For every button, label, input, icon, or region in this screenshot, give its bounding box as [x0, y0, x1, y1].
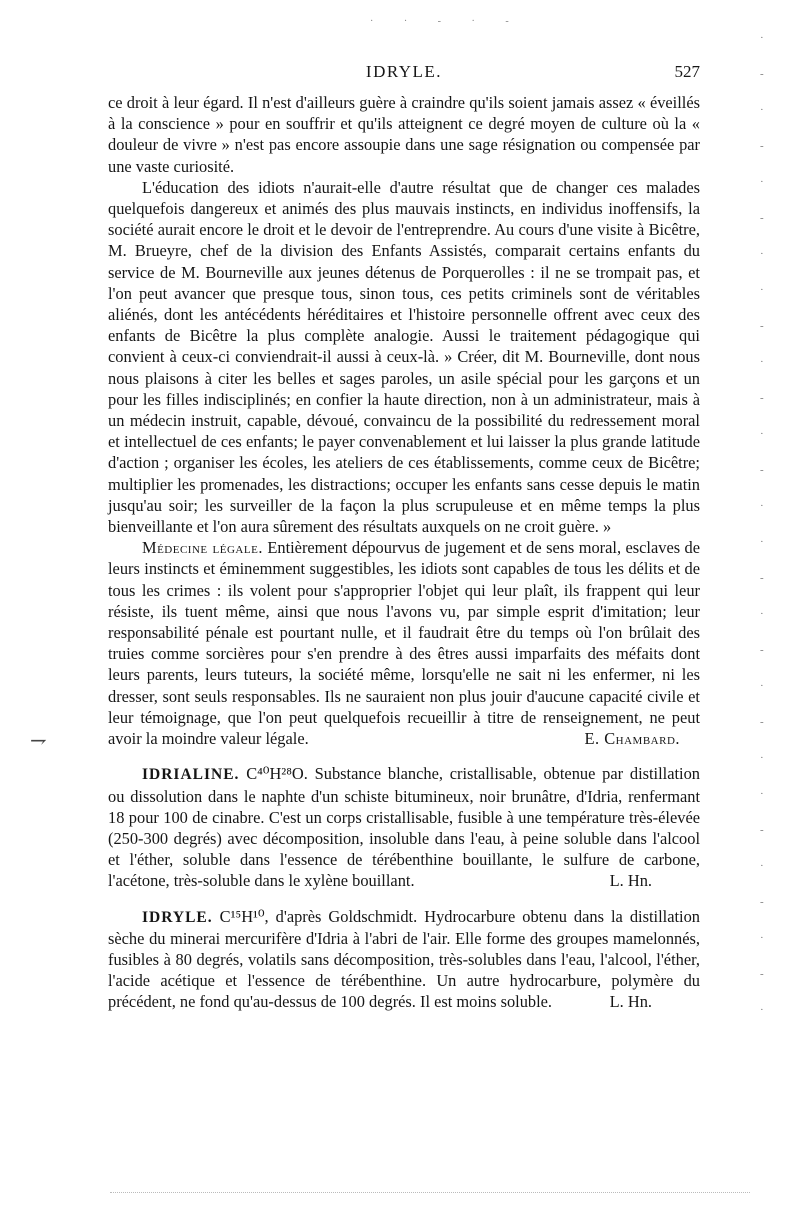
scan-bottom-edge [110, 1192, 750, 1193]
paragraph-continuation: ce droit à leur égard. Il n'est d'ailleurs guère à craindre qu'ils soient jamais assez « éveillés à la conscience » pour en souffrir et qu'ils atteignent ce degré moyen de culture où la « douleur de vivre » n'est pas encore assoupie dans une sage résignation ou compensée par une vaste curiosité. [108, 93, 700, 176]
formula-idrialine: C⁴⁰H²⁸O. [246, 764, 308, 784]
scan-edge-marks: · - · - · - · · - · - · - · · - · - · - · · - · - · - · [760, 32, 764, 1016]
text-idrialine: Substance blanche, cristallisable, obtenue par distillation ou dissolution dans le naphte d'un schiste bitumineux, noir brunâtre, d'Idria, renfermant 18 pour 100 de cinabre. C'est un corps cristallisable, fusible à une température très-élevée (250-300 degrés) avec décomposition, insoluble dans l'eau, à peine soluble dans l'alcool et l'éther, soluble dans l'essence de térébenthine bouillante, le sulfure de carbone, l'acétone, très-soluble dans le xylène bouillant. [108, 764, 700, 891]
entry-idryle [108, 906, 700, 1013]
headword-idryle: IDRYLE. [142, 908, 213, 926]
headword-idrialine: IDRIALINE. [142, 766, 240, 784]
text-idryle: d'après Goldschmidt. Hydrocarbure obtenu dans la distillation sèche du minerai mercurifère d'Idria à l'abri de l'air. Elle forme des groupes mamelonnés, fusibles à 80 degrés, volatils sans décomposition, très-solubles dans l'eau, l'alcool, l'éther, l'acide acétique et l'essence de térébenthine. Un autre hydrocarbure, polymère du précédent, ne fond qu'au-dessus de 100 degrés. Il est moins soluble. [108, 906, 700, 1012]
running-title: IDRYLE. [365, 62, 443, 81]
text-block [108, 92, 700, 1013]
scan-specks: · · - · - [370, 16, 523, 27]
page-number: 527 [674, 62, 700, 81]
margin-arrow-icon: ⇁ [30, 730, 47, 752]
signature-idrialine: L. Hn. [609, 871, 652, 891]
legal-medicine-text: Entièrement dépourvus de jugement et de sens moral, esclaves de leurs instincts et éminemment suggestibles, les idiots sont capables de tous les délits et de tous les crimes : ils volent pour s'approprier l'objet qui leur plaît, ils frappent qui leur résiste, ils tuent même, ainsi que nous l'avons vu, par simple esprit d'imitation; leur responsabilité pénale est pourtant nulle, et il faudrait être du temps où l'on brûlait des truies comme sorcières pour s'en prendre à des êtres aussi imparfaits des méfaits dont leurs parents, leurs tuteurs, la société même, lorsqu'elle ne sait ni les enfermer, ni les dresser, sont seuls responsables. Ils ne sauraient non plus jouir d'aucune capacité civile et leur témoignage, que l'on peut quelquefois recueillir à titre de renseignement, ne peut avoir la moindre valeur légale. [108, 538, 700, 749]
paragraph-legal-medicine [108, 537, 700, 749]
section-label: Médecine légale. [142, 538, 263, 558]
paragraph-education: L'éducation des idiots n'aurait-elle d'autre résultat que de changer ces malades quelquefois dangereux et animés des plus mauvais instincts, en individus inoffensifs, la société aurait encore le droit et le devoir de l'entreprendre. Au cours d'une visite à Bicêtre, M. Brueyre, chef de la division des Enfants Assistés, comparait certains enfants du service de M. Bourneville aux jeunes détenus de Porquerolles : il ne se trompait pas, et l'on peut avancer que presque tous, sinon tous, ces petits criminels sont de véritables aliénés, dont les antécédents héréditaires et l'histoire personnelle offrent avec ceux des enfants de Bicêtre la plus complète analogie. Aussi le traitement pédagogique qui convient à ceux-ci conviendrait-il aussi à ceux-là. » Créer, dit M. Bourneville, dont nous nous plaisons à citer les belles et sages paroles, un asile spécial pour les garçons et un pour les filles indisciplinés; en confier la haute direction, non à un administrateur, mais à un médecin instruit, capable, dévoué, convaincu de la possibilité du redressement moral et intellectuel de ces enfants; le payer convenablement et lui laisser la plus grande latitude d'action ; organiser les écoles, les ateliers de ces établissements, comme ceux de Bicêtre; multiplier les promenades, les distractions; occuper les enfants sans cesse depuis le matin jusqu'au soir; les surveiller de la façon la plus scrupuleuse et en même temps la plus bienveillante et l'on aura sûrement des résultats auxquels on ne croit guère. » [108, 177, 700, 537]
entry-idrialine [108, 763, 700, 891]
author-signature: E. Chambard. [584, 729, 680, 749]
running-head [108, 62, 700, 86]
formula-idryle: C¹⁵H¹⁰, [219, 906, 269, 926]
signature-idryle: L. Hn. [609, 992, 652, 1012]
